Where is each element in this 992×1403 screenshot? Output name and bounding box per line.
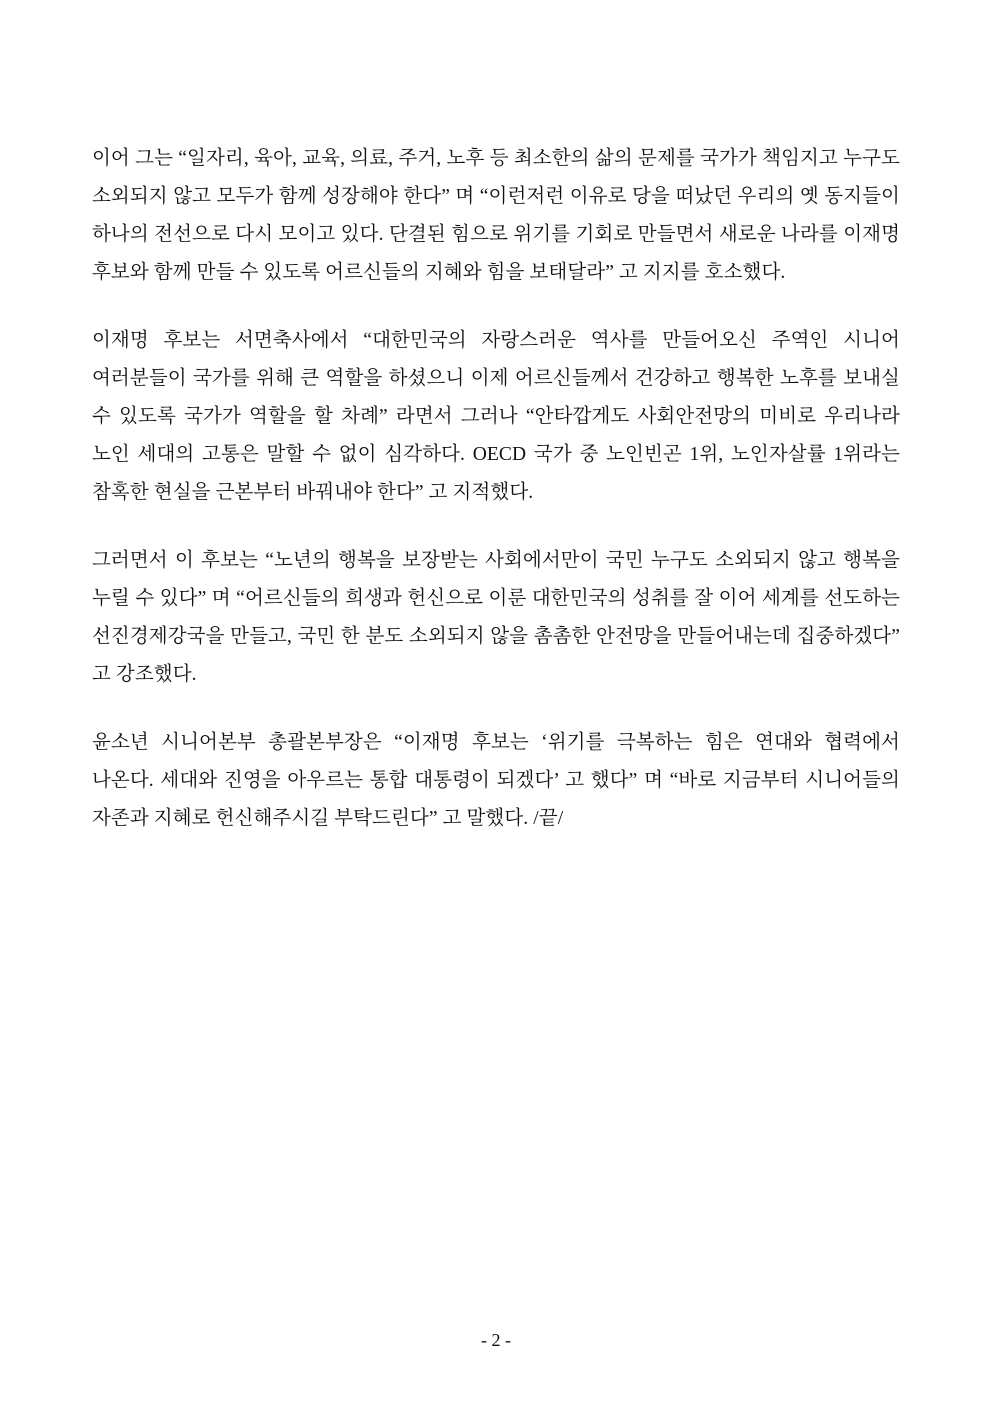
paragraph-3: 그러면서 이 후보는 “노년의 행복을 보장받는 사회에서만이 국민 누구도 소외되지 않고 행복을 누릴 수 있다” 며 “어르신들의 희생과 헌신으로 이룬 대한민국의 성취를 잘 이어 세계를 선도하는 선진경제강국을 만들고, 국민 한 분도 소외되지 않을 촘촘한 안전망을 만들어내는데 집중하겠다” 고 강조했다. (92, 550, 900, 685)
document-body (92, 140, 900, 838)
page-number: - 2 - (481, 1330, 511, 1350)
paragraph-1: 이어 그는 “일자리, 육아, 교육, 의료, 주거, 노후 등 최소한의 삶의 문제를 국가가 책임지고 누구도 소외되지 않고 모두가 함께 성장해야 한다” 며 “이런저런 이유로 당을 떠났던 우리의 옛 동지들이 하나의 전선으로 다시 모이고 있다. 단결된 힘으로 위기를 기회로 만들면서 새로운 나라를 이재명 후보와 함께 만들 수 있도록 어르신들의 지혜와 힘을 보태달라” 고 지지를 호소했다. (92, 148, 900, 283)
paragraph-2: 이재명 후보는 서면축사에서 “대한민국의 자랑스러운 역사를 만들어오신 주역인 시니어 여러분들이 국가를 위해 큰 역할을 하셨으니 이제 어르신들께서 건강하고 행복한 노후를 보내실 수 있도록 국가가 역할을 할 차례” 라면서 그러나 “안타깝게도 사회안전망의 미비로 우리나라 노인 세대의 고통은 말할 수 없이 심각하다. OECD 국가 중 노인빈곤 1위, 노인자살률 1위라는 참혹한 현실을 근본부터 바꿔내야 한다” 고 지적했다. (92, 330, 900, 503)
paragraph-4: 윤소년 시니어본부 총괄본부장은 “이재명 후보는 ‘위기를 극복하는 힘은 연대와 협력에서 나온다. 세대와 진영을 아우르는 통합 대통령이 되겠다’ 고 했다” 며 “바로 지금부터 시니어들의 자존과 지혜로 헌신해주시길 부탁드린다” 고 말했다. /끝/ (92, 732, 900, 829)
